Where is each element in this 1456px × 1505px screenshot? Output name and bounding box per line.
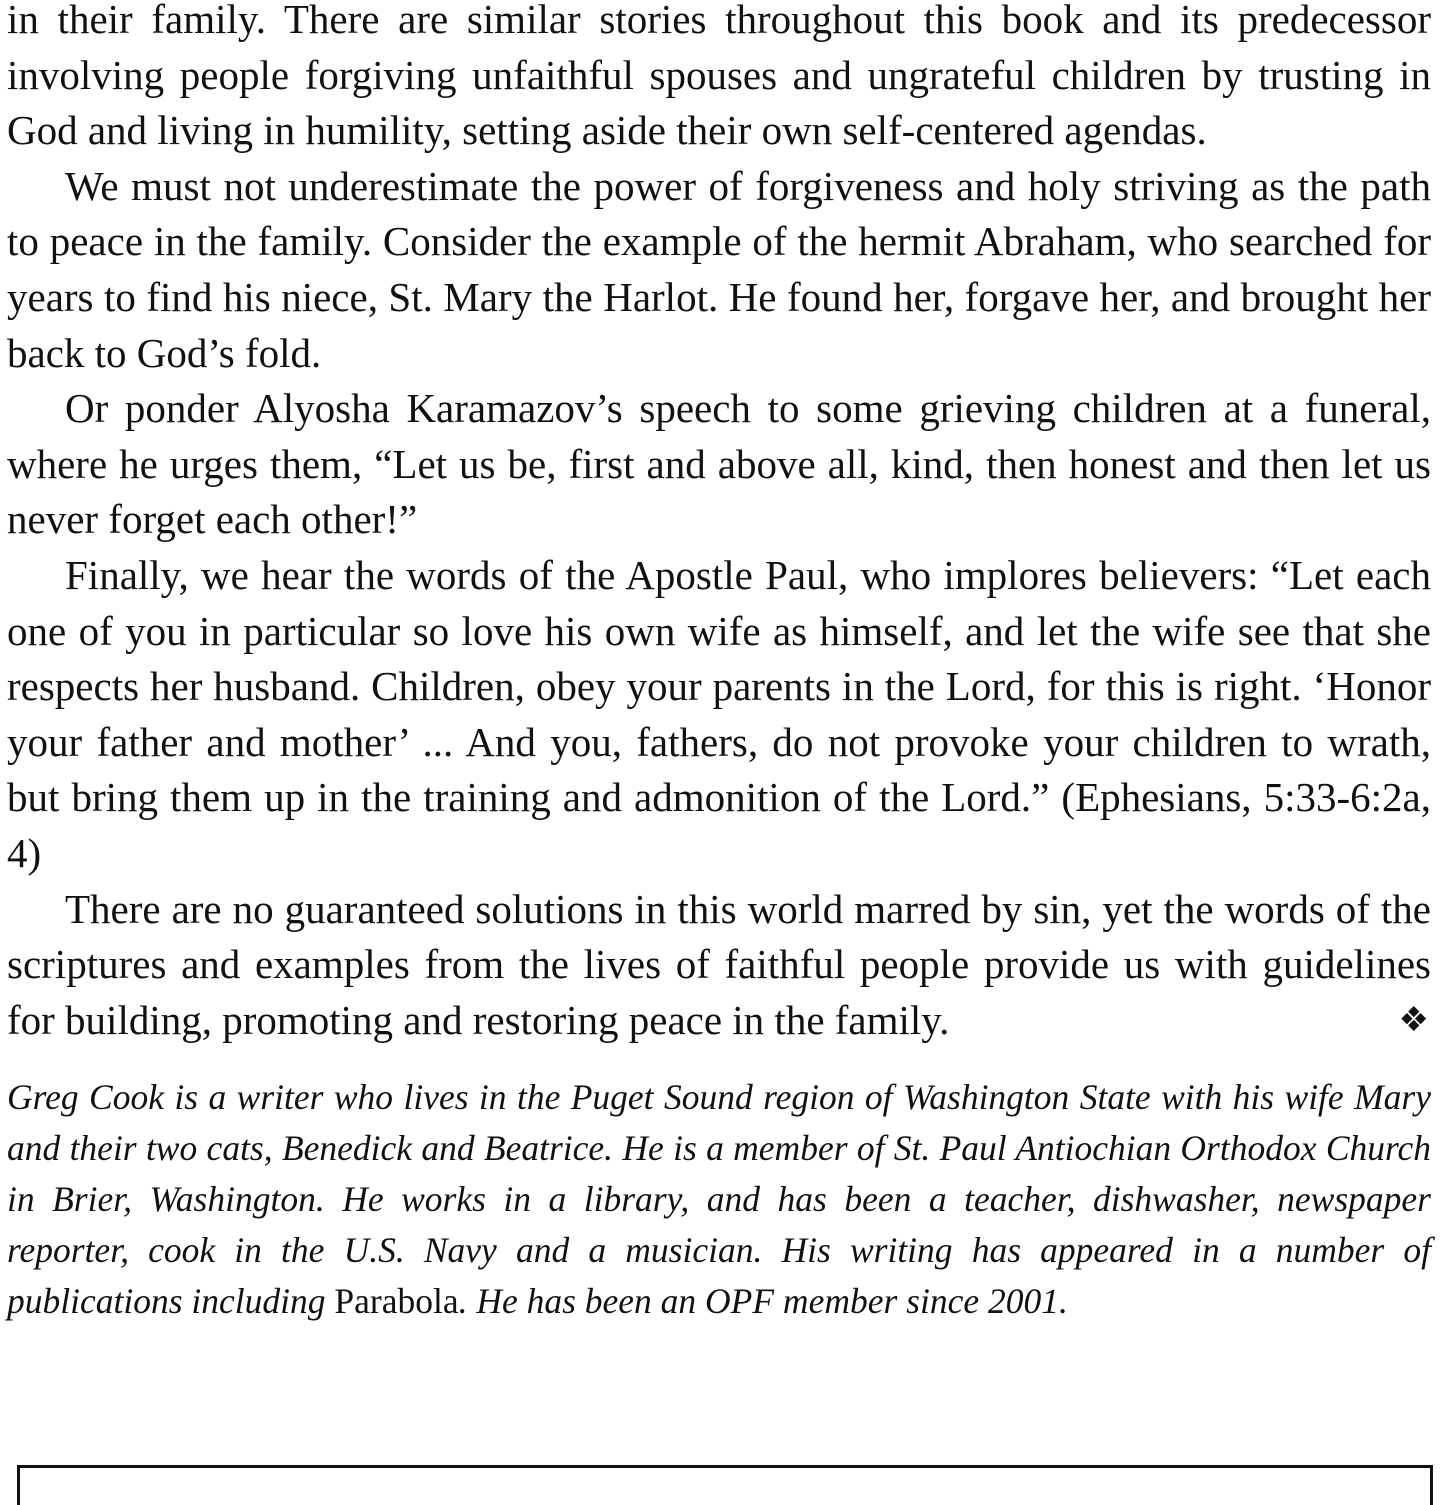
paragraph-4: Finally, we hear the words of the Apostle Paul, who implores believers: “Let each one of you in particular so love his own wife as himself, and let the wife see that she respects her husband. Children, obey your parents in the Lord, for this is right. ‘Honor your father and mother’ ... And you, fathers, do not provoke your children to wrath, but bring them up in the training and admonition of the Lord.” (Ephesians, 5:33-6:2a, 4) [7,551,1431,876]
paragraph-2: We must not underestimate the power of forgiveness and holy striving as the path to peace in the family. Consider the example of the hermit Abraham, who searched for years to find his niece, St. Mary the Harlot. He found her, forgave her, and brought her back to God’s fold. [7,162,1431,376]
author-bio-publication: Parabola [334,1281,459,1322]
paragraph-1: in their family. There are similar stories throughout this book and its predecessor involving people forgiving unfaithful spouses and ungrateful children by trusting in God and living in humility, setting aside their own self-centered agendas. [7,0,1431,154]
author-bio-text-before: Greg Cook is a writer who lives in the Puget Sound region of Washington State with his wife Mary and their two cats, Benedick and Beatrice. He is a member of St. Paul Antiochian Orthodox Church in Brier, Washington. He works in a library, and has been a teacher, dishwasher, newspaper reporter, cook in the U.S. Navy and a musician. His writing has appeared in a number of publications including [7,1077,1431,1322]
next-article-box-frame [17,1465,1433,1505]
paragraph-5 [7,882,1431,1049]
author-bio [7,1072,1431,1327]
paragraph-5-text: There are no guaranteed solutions in this world marred by sin, yet the words of the scriptures and examples from the lives of faithful people provide us with guidelines for building, promoting and restoring peace in the family. [7,885,1431,1043]
paragraph-3: Or ponder Alyosha Karamazov’s speech to some grieving children at a funeral, where he urges them, “Let us be, first and above all, kind, then honest and then let us never forget each other!” [7,385,1431,543]
article-body [7,0,1431,1048]
article-page [7,0,1431,1327]
author-bio-text-after: . He has been an OPF member since 2001. [458,1281,1068,1322]
end-mark-icon: ❖ [1398,1001,1429,1039]
